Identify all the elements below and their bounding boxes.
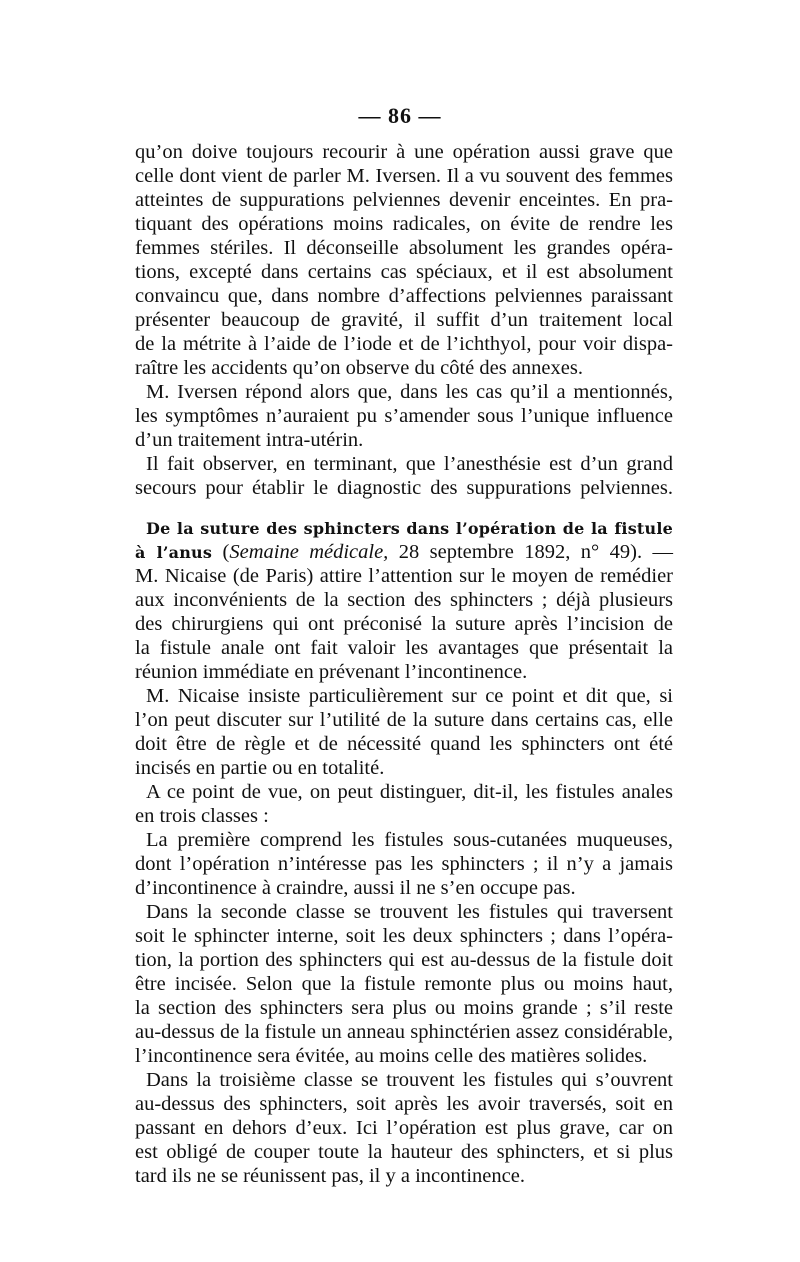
text-line: doit être de règle et de nécessité quand les sphincters ont été xyxy=(135,733,673,755)
text-line: atteintes de suppurations pelviennes devenir enceintes. En pra- xyxy=(135,189,673,211)
text-line: au-dessus de la fistule un anneau sphinctérien assez considérable, xyxy=(135,1021,673,1043)
citation-details: 28 septembre 1892, n° 49). — xyxy=(388,541,673,563)
text-line: les symptômes n’auraient pu s’amender sous l’unique influence xyxy=(135,405,673,427)
section-heading-text: De la suture des sphincters dans l’opération de la fistule xyxy=(146,519,673,538)
text-line: l’incontinence sera évitée, au moins celle des matières solides. xyxy=(135,1045,648,1067)
text-line: qu’on doive toujours recourir à une opération aussi grave que xyxy=(135,141,673,163)
citation-source: Semaine médicale, xyxy=(229,541,389,563)
text-line: tion, la portion des sphincters qui est au-dessus de la fistule doit xyxy=(135,949,673,971)
text-line: passant en dehors d’eux. Ici l’opération est plus grave, car on xyxy=(135,1117,673,1139)
text-line: soit le sphincter interne, soit les deux sphincters ; dans l’opéra- xyxy=(135,925,673,947)
section-heading-text-end: à l’anus xyxy=(135,543,213,562)
page-number: — 86 — xyxy=(358,103,442,128)
text-line: la section des sphincters sera plus ou moins grande ; s’il reste xyxy=(135,997,673,1019)
section-heading-citation xyxy=(135,540,673,565)
text-line: des chirurgiens qui ont préconisé la suture après l’incision de xyxy=(135,613,673,635)
text-line: au-dessus des sphincters, soit après les avoir traversés, soit en xyxy=(135,1093,673,1115)
text-line: tions, excepté dans certains cas spéciaux, et il est absolument xyxy=(135,261,673,283)
section-heading xyxy=(146,516,673,541)
text-line: tiquant des opérations moins radicales, on évite de rendre les xyxy=(135,213,673,235)
text-line: femmes stériles. Il déconseille absolument les grandes opéra- xyxy=(135,237,673,259)
text-line: la fistule anale ont fait valoir les avantages que présentait la xyxy=(135,637,673,659)
text-line: tard ils ne se réunissent pas, il y a incontinence. xyxy=(135,1165,525,1187)
text-line: convaincu que, dans nombre d’affections pelviennes paraissant xyxy=(135,285,673,307)
text-line: aux inconvénients de la section des sphincters ; déjà plusieurs xyxy=(135,589,673,611)
text-line: M. Iversen répond alors que, dans les cas qu’il a mentionnés, xyxy=(146,381,673,403)
text-line: Il fait observer, en terminant, que l’anesthésie est d’un grand xyxy=(146,453,673,475)
text-line: être incisée. Selon que la fistule remonte plus ou moins haut, xyxy=(135,973,673,995)
text-line: de la métrite à l’aide de l’iode et de l’ichthyol, pour voir dispa- xyxy=(135,333,673,355)
text-line: en trois classes : xyxy=(135,805,269,827)
text-line: celle dont vient de parler M. Iversen. Il a vu souvent des femmes xyxy=(135,165,673,187)
text-line: La première comprend les fistules sous-cutanées muqueuses, xyxy=(146,829,673,851)
text-line: incisés en partie ou en totalité. xyxy=(135,757,385,779)
text-line: est obligé de couper toute la hauteur des sphincters, et si plus xyxy=(135,1141,673,1163)
text-line: réunion immédiate en prévenant l’incontinence. xyxy=(135,661,528,683)
text-line: l’on peut discuter sur l’utilité de la suture dans certains cas, elle xyxy=(135,709,673,731)
text-line: d’un traitement intra-utérin. xyxy=(135,429,364,451)
text-line: Dans la troisième classe se trouvent les fistules qui s’ouvrent xyxy=(146,1069,673,1091)
text-line: A ce point de vue, on peut distinguer, dit-il, les fistules anales xyxy=(146,781,673,803)
text-line: secours pour établir le diagnostic des suppurations pelviennes. xyxy=(135,477,673,499)
text-line: raître les accidents qu’on observe du côté des annexes. xyxy=(135,357,583,379)
text-line: dont l’opération n’intéresse pas les sphincters ; il n’y a jamais xyxy=(135,853,673,875)
text-line: Dans la seconde classe se trouvent les fistules qui traversent xyxy=(146,901,673,923)
citation-open: ( xyxy=(212,541,230,563)
text-line: M. Nicaise insiste particulièrement sur ce point et dit que, si xyxy=(146,685,673,707)
text-line: d’incontinence à craindre, aussi il ne s’en occupe pas. xyxy=(135,877,576,899)
text-line: M. Nicaise (de Paris) attire l’attention sur le moyen de remédier xyxy=(135,565,673,587)
text-line: présenter beaucoup de gravité, il suffit d’un traitement local xyxy=(135,309,673,331)
